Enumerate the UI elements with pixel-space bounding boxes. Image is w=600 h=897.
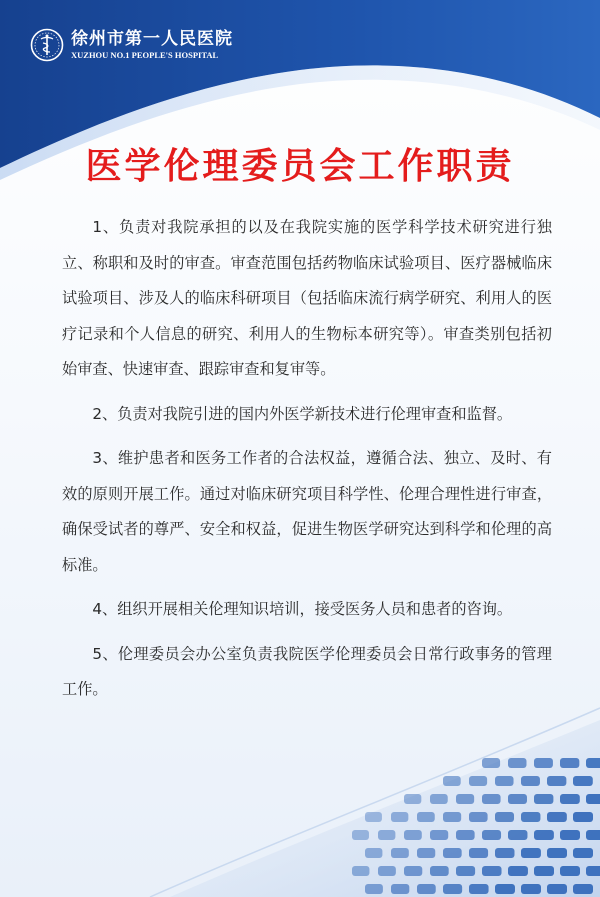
pattern-dot (417, 812, 435, 822)
pattern-dot (560, 866, 580, 876)
pattern-dot (456, 794, 474, 804)
pattern-dot (404, 866, 422, 876)
pattern-dot (430, 830, 448, 840)
pattern-dot (482, 758, 500, 768)
pattern-dot (469, 812, 488, 822)
pattern-dot (495, 776, 514, 786)
pattern-dot (508, 758, 527, 768)
pattern-dot (495, 848, 514, 858)
pattern-dot (534, 794, 553, 804)
duty-paragraph-4: 4、组织开展相关伦理知识培训，接受医务人员和患者的咨询。 (92, 600, 513, 618)
pattern-dot (560, 830, 580, 840)
pattern-dot (443, 884, 462, 894)
pattern-dot (547, 776, 566, 786)
pattern-dot (521, 812, 540, 822)
pattern-dot (573, 812, 593, 822)
pattern-dot (495, 884, 515, 894)
pattern-dot (365, 884, 383, 894)
pattern-dot (508, 866, 528, 876)
pattern-dot (521, 848, 541, 858)
pattern-dot (508, 830, 527, 840)
hospital-name-cn: 徐州市第一人民医院 (71, 29, 233, 49)
pattern-dot (586, 758, 600, 768)
pattern-dot (482, 794, 501, 804)
pattern-dot (417, 884, 436, 894)
pattern-dot (495, 812, 514, 822)
pattern-dot (443, 776, 461, 786)
pattern-dot (482, 866, 502, 876)
pattern-dot (404, 830, 422, 840)
duties-text (62, 210, 552, 717)
pattern-dot (391, 812, 408, 822)
pattern-dot (547, 812, 567, 822)
duty-paragraph-2: 2、负责对我院引进的国内外医学新技术进行伦理审查和监督。 (92, 404, 513, 423)
pattern-dot (456, 866, 475, 876)
pattern-dot (573, 848, 593, 858)
pattern-dot (469, 884, 489, 894)
pattern-dot (365, 848, 382, 858)
pattern-dot (352, 830, 369, 840)
pattern-dot (456, 830, 475, 840)
duty-paragraph-5: 5、伦理委员会办公室负责我院医学伦理委员会日常行政事务的管理工作。 (62, 644, 552, 698)
pattern-dot (521, 884, 541, 894)
pattern-dot (378, 866, 396, 876)
pattern-dot (378, 830, 395, 840)
pattern-dot (352, 866, 369, 876)
pattern-dot (573, 776, 593, 786)
pattern-dot (469, 848, 488, 858)
pattern-dot (430, 866, 449, 876)
pattern-dot (482, 830, 501, 840)
hospital-name-en: XUZHOU NO.1 PEOPLE'S HOSPITAL (71, 50, 219, 60)
pattern-dot (391, 848, 409, 858)
pattern-dot (560, 794, 580, 804)
pattern-dot (547, 884, 567, 894)
pattern-dot (586, 830, 600, 840)
pattern-dot (586, 794, 600, 804)
pattern-dot (404, 794, 421, 804)
pattern-dot (469, 776, 487, 786)
pattern-dot (443, 812, 461, 822)
pattern-dot (443, 848, 462, 858)
pattern-dot (417, 848, 435, 858)
pattern-dot (521, 776, 540, 786)
duty-paragraph-1: 1、负责对我院承担的以及在我院实施的医学科学技术研究进行独立、称职和及时的审查。审查范围包括药物临床试验项目、医疗器械临床试验项目、涉及人的临床科研项目（包括临床流行病学研究、利用人的医疗记录和个人信息的研究、利用人的生物标本研究等）。审查类别包括初始审查、快速审查、跟踪审查和复审等。 (62, 218, 552, 378)
pattern-dot (534, 866, 554, 876)
hospital-logo (30, 28, 233, 62)
pattern-dot (573, 884, 593, 894)
pattern-dot (560, 758, 579, 768)
pattern-dot (534, 758, 553, 768)
pattern-dot (586, 866, 600, 876)
page-title: 医学伦理委员会工作职责 (85, 146, 515, 187)
pattern-dot (365, 812, 382, 822)
pattern-dot (534, 830, 554, 840)
pattern-dot (430, 794, 448, 804)
pattern-dot (508, 794, 527, 804)
pattern-dot (547, 848, 567, 858)
pattern-dot (391, 884, 409, 894)
duty-paragraph-3: 3、维护患者和医务工作者的合法权益，遵循合法、独立、及时、有效的原则开展工作。通过对临床研究项目科学性、伦理合理性进行审查，确保受试者的尊严、安全和权益，促进生物医学研究达到科学和伦理的高标准。 (62, 449, 552, 574)
caduceus-emblem-icon (30, 28, 64, 62)
